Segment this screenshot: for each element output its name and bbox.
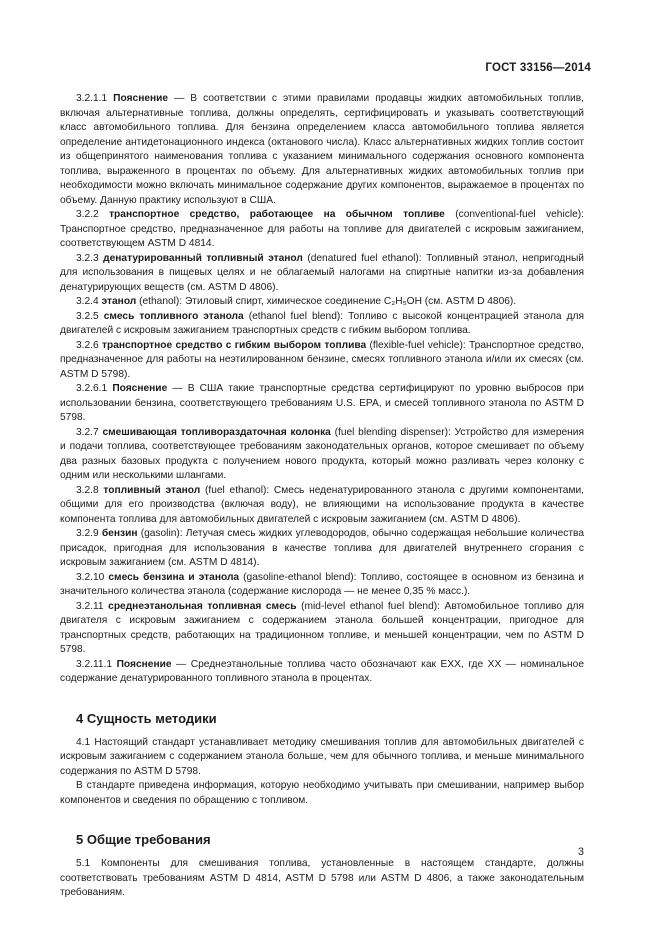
definition-text: (fuel ethanol): Смесь неденатурированного этанола с другими компонентами, общими для его производства (включая воду), не влияющими на использование продукта в качестве компонента топлива для автомобильных двигателей с искровым зажиганием (см. ASTM D 4806). — [60, 484, 584, 525]
definition-term: топливный этанол — [103, 484, 201, 496]
definition-term: смесь топливного этанола — [103, 310, 244, 322]
definition-number: 3.2.10 — [76, 571, 105, 583]
definition-text: (mid-level ethanol fuel blend): Автомобильное топливо для двигателя с искровым зажиганием с содержанием этанола большей концентрации, пригодное для транспортных средств, работающих на традиционном топливе, и меньшей концентрации, чем по ASTM D 5798. — [60, 600, 584, 655]
definition-text: (ethanol): Этиловый спирт, химическое соединение C₂H₅OH (см. ASTM D 4806). — [136, 296, 517, 307]
definition-number: 3.2.5 — [76, 310, 99, 322]
section-4-title: 4 Сущность методики — [76, 710, 217, 726]
definition-term: бензин — [101, 528, 138, 539]
definition-number: 3.2.7 — [76, 426, 99, 438]
definition-number: 3.2.3 — [76, 252, 99, 264]
section-4-paragraph-2: В стандарте приведена информация, которую необходимо учитывать при смешивании, например выбор компонентов и сведения по обращению с топливом. — [60, 780, 584, 806]
definitions-list — [60, 92, 584, 687]
page-content — [60, 92, 584, 901]
definition-text: (gasoline-ethanol blend): Топливо, состоящее в основном из бензина и значительного количества этанола (содержание кислорода — не менее 0,35 % масс.). — [60, 571, 584, 597]
definition-text: (denatured fuel ethanol): Топливный этанол, непригодный для использования в пищевых целях и не облагаемый налогами на спиртные напитки из-за добавления денатурирующих веществ (см. ASTM D 4806). — [60, 252, 584, 293]
definition-paragraph — [60, 382, 584, 426]
definition-number: 3.2.9 — [76, 528, 99, 539]
definition-term: Пояснение — [112, 383, 168, 394]
definition-paragraph — [60, 484, 584, 528]
definition-number: 3.2.8 — [76, 484, 99, 496]
definition-term: смесь бензина и этанола — [108, 571, 240, 583]
definition-paragraph — [60, 600, 584, 658]
definition-term: среднеэтанольная топливная смесь — [108, 600, 297, 612]
definition-paragraph — [60, 310, 584, 339]
definition-term: этанол — [101, 296, 137, 307]
definition-number: 3.2.4 — [76, 296, 99, 307]
definition-term: Пояснение — [113, 93, 169, 104]
section-4-paragraph-1: 4.1 Настоящий стандарт устанавливает методику смешивания топлив для автомобильных двигателей с искровым зажиганием с содержанием этанола больше, чем для обычного топлива, и меньше минимального содержания по ASTM D 5798. — [60, 736, 584, 777]
definition-term: смешивающая топливораздаточная колонка — [102, 426, 331, 438]
definition-text: (gasolin): Летучая смесь жидких углеводородов, обычно содержащая небольшие количества присадок, пригодная для использования в качестве топлива для двигателей внутреннего сгорания с искровым зажиганием (см. ASTM D 4814). — [60, 528, 584, 568]
section-5-title: 5 Общие требования — [76, 832, 211, 847]
definition-text: (conventional-fuel vehicle): Транспортное средство, предназначенное для работы на топливе для двигателей с искровым зажиганием, соответствующем ASTM D 4814. — [60, 209, 584, 249]
section-5-paragraph-1: 5.1 Компоненты для смешивания топлива, установленные в настоящем стандарте, должны соответствовать требованиям ASTM D 4814, ASTM D 5798 или ASTM D 4806, а также законодательным требованиям. — [60, 858, 584, 898]
definition-term: транспортное средство, работающее на обычном топливе — [109, 209, 445, 220]
definition-text: — В соответствии с этими правилами продавцы жидких автомобильных топлив, включая альтернативные топлива, должны определять, сертифицировать и указывать соответствующий класс автомобильного топлива. Для бензина определением класса автомобильного топлива является определение антидетонационного индекса (октанового числа). Класс альтернативных жидких топлив состоит из общепринятого наименования топлива с указанием минимального содержания основного компонента топлива, выраженного в процентах по объему. Для альтернативных жидких автомобильных топлив при необходимости можно включать минимальное содержание других компонентов, выражаемое в процентах по объему. Данную практику используют в США. — [60, 93, 584, 206]
definition-term: транспортное средство с гибким выбором топлива — [102, 339, 367, 351]
definition-number: 3.2.11.1 — [76, 658, 113, 670]
definition-number: 3.2.1.1 — [76, 93, 108, 104]
definition-number: 3.2.6.1 — [76, 383, 108, 394]
definition-text: — В США такие транспортные средства сертифицируют по уровню выбросов при использовании бензина, соответствующего требованиям U.S. EPA, и смесей топливного этанола по ASTM D 5798. — [60, 383, 584, 423]
definition-paragraph — [60, 295, 584, 310]
document-number: ГОСТ 33156—2014 — [485, 62, 591, 74]
definition-paragraph — [60, 252, 584, 296]
definition-term: денатурированный топливный этанол — [103, 252, 303, 264]
definition-number: 3.2.11 — [76, 600, 104, 612]
definition-text: (fuel blending dispenser): Устройство для измерения и подачи топлива, соответствующее требованиям законодательных органов, которое смешивает по объему два разных базовых продукта с получением нового продукта, который можно разливать через колонку с одним или несколькими шлангами. — [60, 426, 584, 481]
definition-paragraph — [60, 571, 584, 600]
definition-text: — Среднеэтанольные топлива часто обозначают как ЕХХ, где ХХ — номинальное содержание денатурированного топливного этанола в процентах. — [60, 658, 584, 684]
definition-paragraph — [60, 92, 584, 208]
definition-term: Пояснение — [116, 658, 172, 670]
definition-paragraph — [60, 208, 584, 252]
definition-text: (flexible-fuel vehicle): Транспортное средство, предназначенное для работы на неэтилированном бензине, смесях топливного этанола и/или их смесях (см. ASTM D 5798). — [60, 339, 584, 380]
definition-paragraph — [60, 426, 584, 484]
definition-number: 3.2.6 — [76, 339, 99, 351]
page-number: 3 — [577, 846, 584, 858]
definition-number: 3.2.2 — [76, 209, 99, 220]
definition-paragraph — [60, 658, 584, 687]
definition-paragraph — [60, 527, 584, 571]
definition-paragraph — [60, 339, 584, 383]
definition-text: (ethanol fuel blend): Топливо с высокой концентрацией этанола для двигателей с искровым зажиганием транспортных средств с гибким выбором топлива. — [60, 310, 584, 336]
